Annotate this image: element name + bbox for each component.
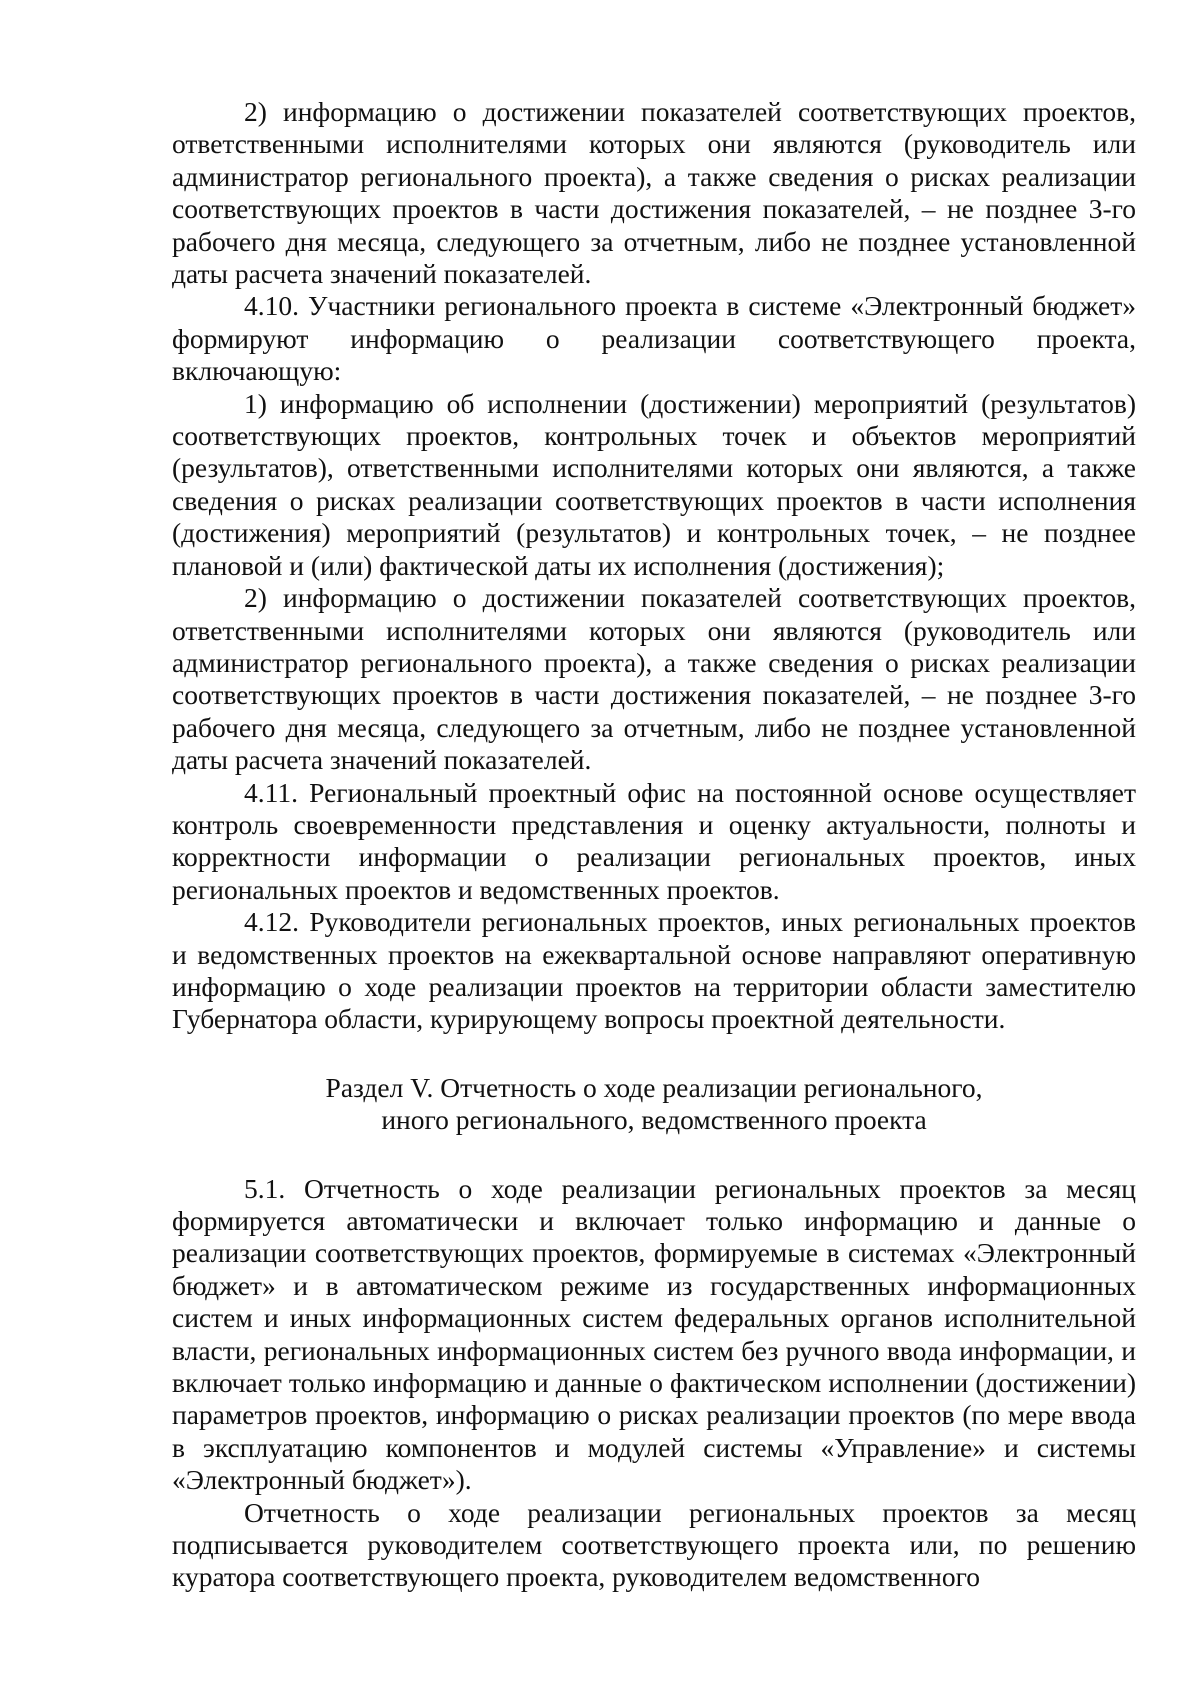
paragraph-4-10: 4.10. Участники регионального проекта в системе «Электронный бюджет» формируют информацию о реализации соответствующего проекта, включающую: xyxy=(172,290,1136,387)
paragraph-4-11: 4.11. Региональный проектный офис на постоянной основе осуществляет контроль своевременности представления и оценку актуальности, полноты и корректности информации о реализации региональных проектов, иных региональных проектов и ведомственных проектов. xyxy=(172,776,1136,905)
paragraph-events-info: 1) информацию об исполнении (достижении) мероприятий (результатов) соответствующих проектов, контрольных точек и объектов мероприятий (результатов), ответственными исполнителями которых они являются, а также сведения о рисках реализации соответствующих проектов в части исполнения (достижения) мероприятий (результатов) и контрольных точек, – не позднее плановой и (или) фактической даты их исполнения (достижения); xyxy=(172,387,1136,581)
section-heading xyxy=(172,1072,1136,1137)
section-heading-line-1: Раздел V. Отчетность о ходе реализации регионального, xyxy=(325,1071,983,1103)
document-body xyxy=(172,96,1136,1594)
paragraph-4-12: 4.12. Руководители региональных проектов, иных региональных проектов и ведомственных проектов на ежеквартальной основе направляют оперативную информацию о ходе реализации проектов на территории области заместителю Губернатора области, курирующему вопросы проектной деятельности. xyxy=(172,906,1136,1035)
section-heading-line-2: иного регионального, ведомственного проекта xyxy=(381,1104,927,1136)
paragraph-indicators-info-1: 2) информацию о достижении показателей соответствующих проектов, ответственными исполнителями которых они являются (руководитель или администратор регионального проекта), а также сведения о рисках реализации соответствующих проектов в части достижения показателей, – не позднее 3-го рабочего дня месяца, следующего за отчетным, либо не позднее установленной даты расчета значений показателей. xyxy=(172,96,1136,290)
paragraph-indicators-info-2: 2) информацию о достижении показателей соответствующих проектов, ответственными исполнителями которых они являются (руководитель или администратор регионального проекта), а также сведения о рисках реализации соответствующих проектов в части достижения показателей, – не позднее 3-го рабочего дня месяца, следующего за отчетным, либо не позднее установленной даты расчета значений показателей. xyxy=(172,582,1136,776)
paragraph-5-1: 5.1. Отчетность о ходе реализации региональных проектов за месяц формируется автоматически и включает только информацию и данные о реализации соответствующих проектов, формируемые в системах «Электронный бюджет» и в автоматическом режиме из государственных информационных систем и иных информационных систем федеральных органов исполнительной власти, региональных информационных систем без ручного ввода информации, и включает только информацию и данные о фактическом исполнении (достижении) параметров проектов, информацию о рисках реализации проектов (по мере ввода в эксплуатацию компонентов и модулей системы «Управление» и системы «Электронный бюджет»). xyxy=(172,1172,1136,1496)
paragraph-report-signing: Отчетность о ходе реализации региональных проектов за месяц подписывается руководителем соответствующего проекта или, по решению куратора соответствующего проекта, руководителем ведомственного xyxy=(172,1496,1136,1593)
